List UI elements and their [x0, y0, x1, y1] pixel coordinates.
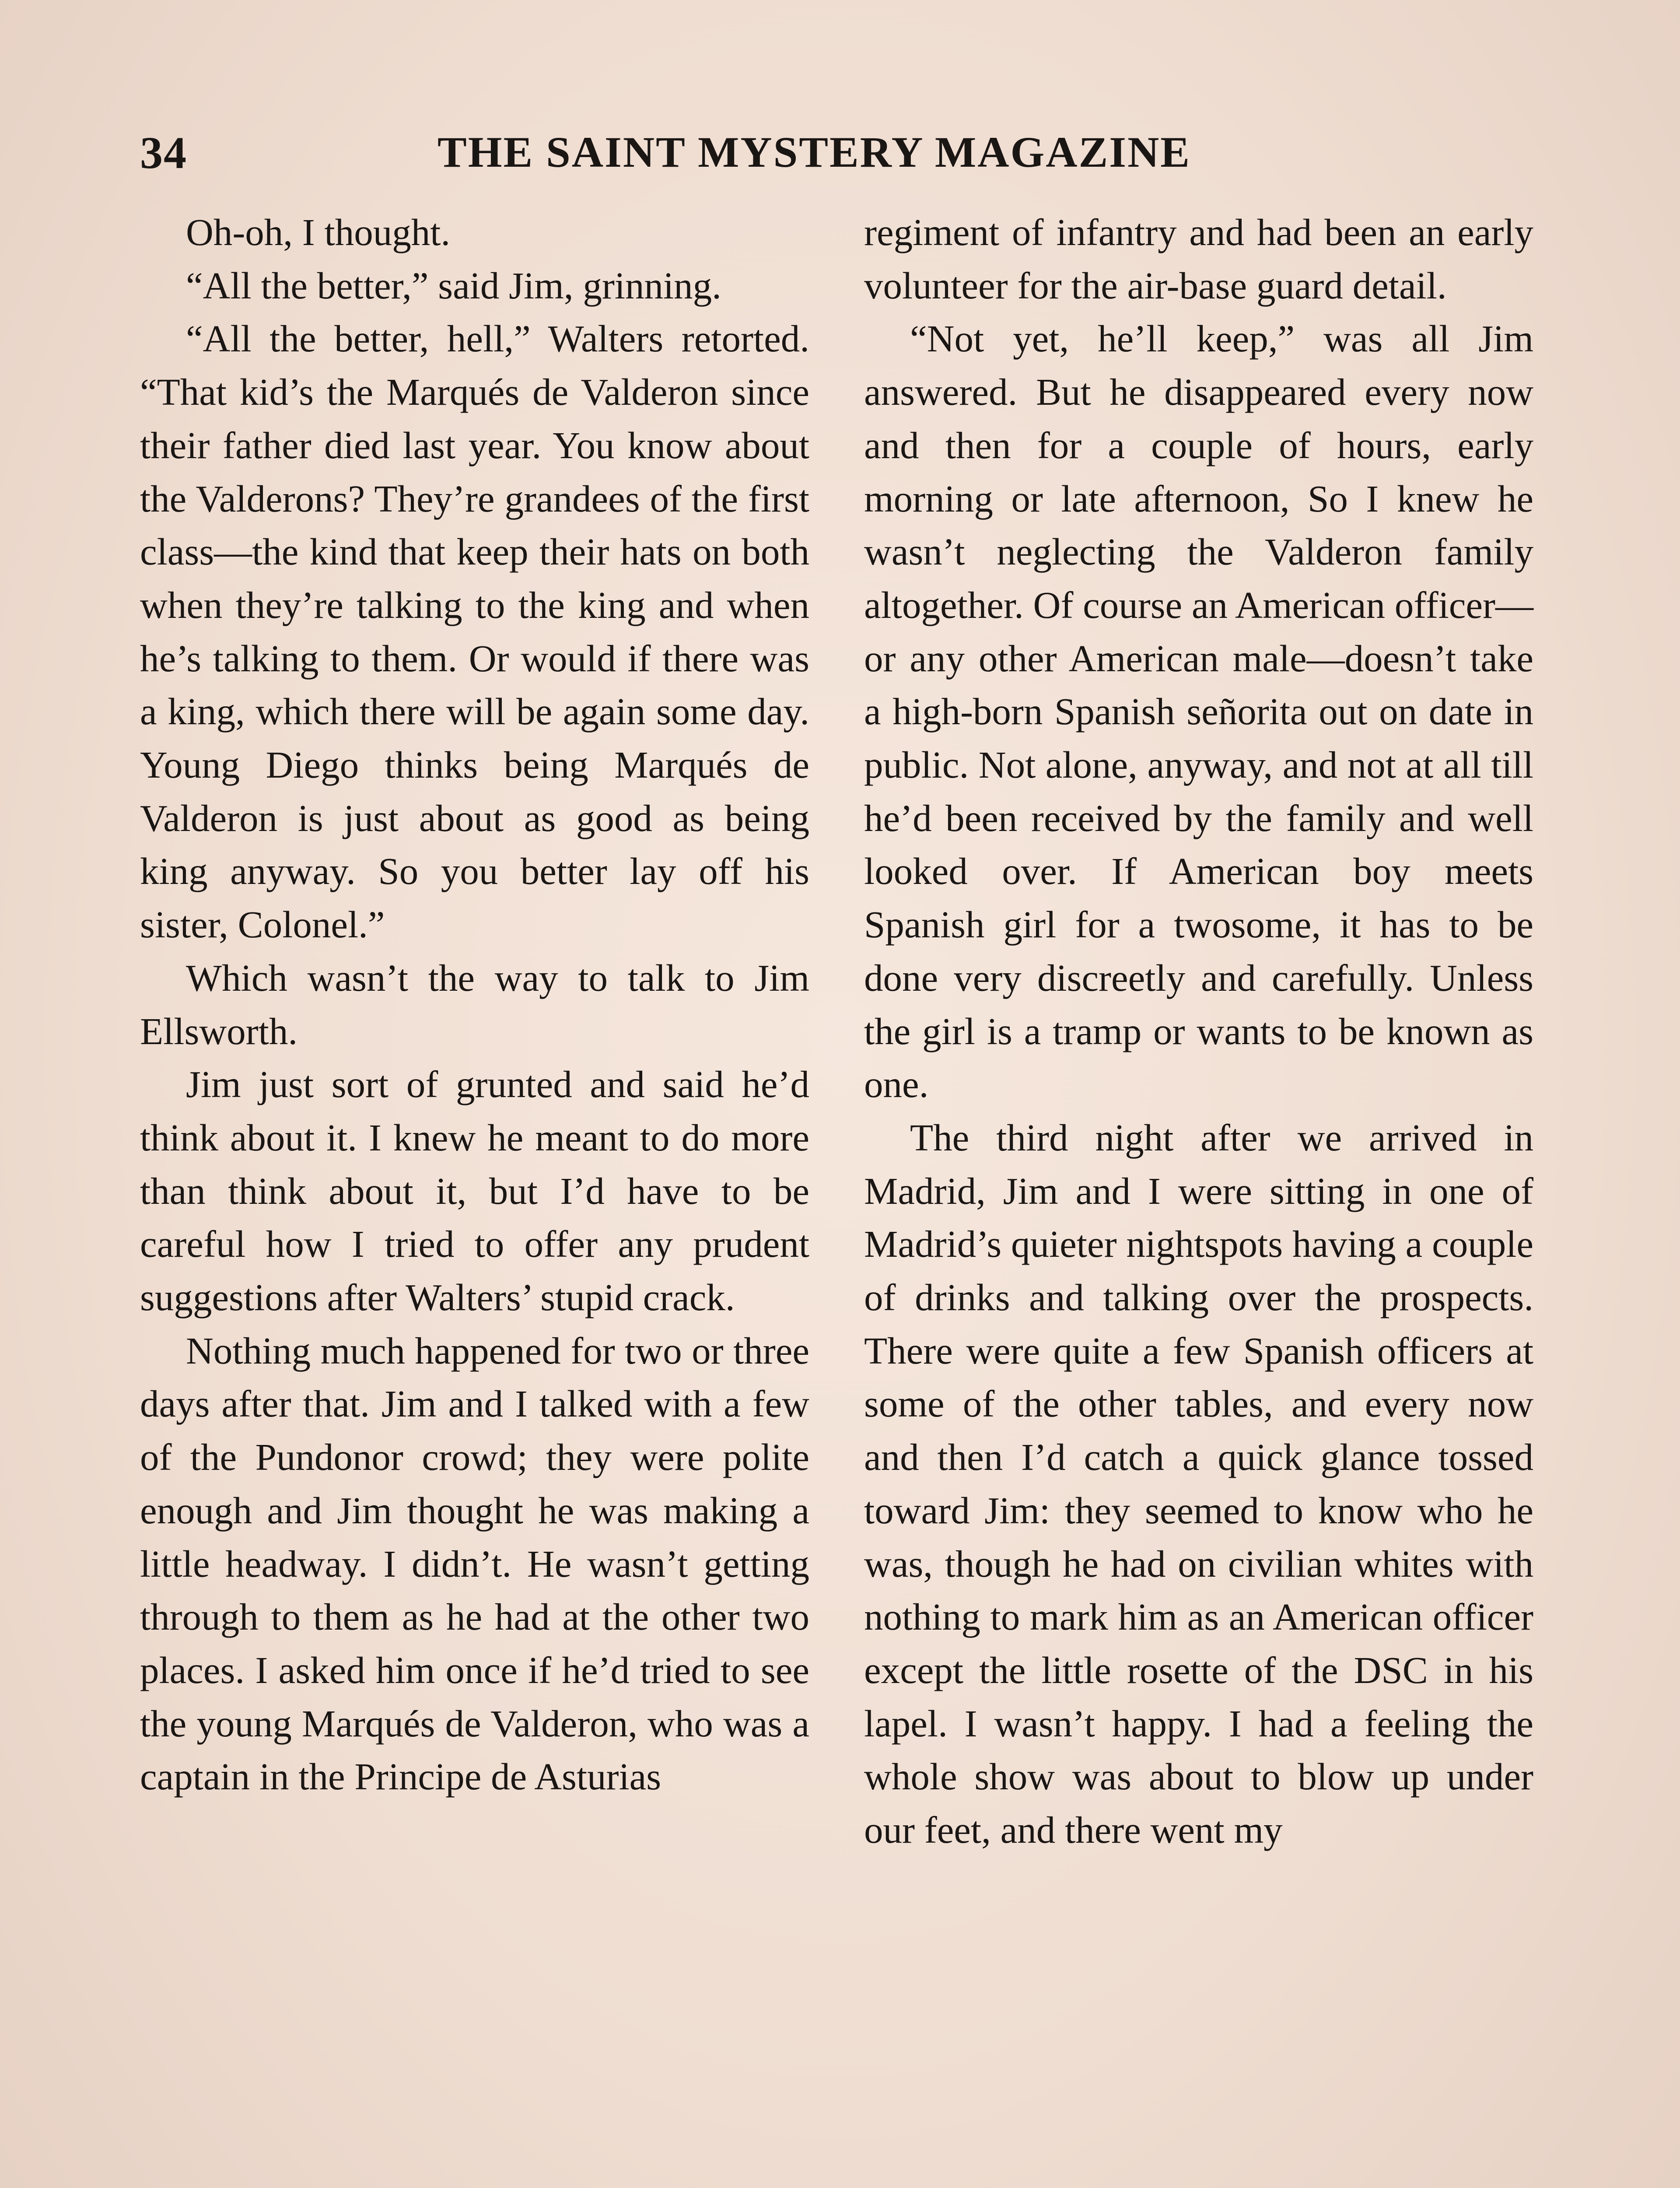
- paragraph: “All the better, hell,” Walters retorted. “That kid’s the Marqués de Valderon since their father died last year. You know about the Valderons? They’re grandees of the first class—the kind that keep their hats on both when they’re talking to the king and when he’s talking to them. Or would if there was a king, which there will be again some day. Young Diego thinks being Marqués de Valderon is just about as good as being king anyway. So you better lay off his sister, Colonel.”: [140, 317, 809, 946]
- paragraph: Which wasn’t the way to talk to Jim Ellsworth.: [140, 956, 809, 1052]
- paragraph: Oh-oh, I thought.: [186, 211, 451, 253]
- left-column: [140, 206, 809, 1803]
- paragraph-continuation: regiment of infantry and had been an early volunteer for the air-base guard detail.: [864, 211, 1533, 307]
- paragraph: Jim just sort of grunted and said he’d think about it. I knew he meant to do more than think about it, but I’d have to be careful how I tried to offer any prudent suggestions after Walters’ stupid crack.: [140, 1063, 809, 1319]
- paragraph: The third night after we arrived in Madrid, Jim and I were sitting in one of Madrid’s quieter nightspots having a couple of drinks and talking over the prospects. There were quite a few Spanish officers at some of the other tables, and every now and then I’d catch a quick glance tossed toward Jim: they seemed to know who he was, though he had on civilian whites with nothing to mark him as an American officer except the little rosette of the DSC in his lapel. I wasn’t happy. I had a feeling the whole show was about to blow up under our feet, and there went my: [864, 1116, 1533, 1851]
- page-header: [140, 127, 1242, 188]
- running-title: THE SAINT MYSTERY MAGAZINE: [438, 128, 1191, 176]
- paragraph: Nothing much happened for two or three days after that. Jim and I talked with a few of the Pundonor crowd; they were polite enough and Jim thought he was making a little headway. I didn’t. He wasn’t getting through to them as he had at the other two places. I asked him once if he’d tried to see the young Marqués de Valderon, who was a captain in the Principe de Asturias: [140, 1329, 809, 1798]
- paragraph: “All the better,” said Jim, grinning.: [186, 264, 721, 307]
- right-column: [864, 206, 1533, 1857]
- page-number: 34: [140, 128, 187, 178]
- paragraph: “Not yet, he’ll keep,” was all Jim answered. But he disappeared every now and then for a couple of hours, early morning or late afternoon, So I knew he wasn’t neglecting the Valderon family altogether. Of course an American officer—or any other American male—doesn’t take a high-born Spanish señorita out on date in public. Not alone, anyway, and not at all till he’d been received by the family and well looked over. If American boy meets Spanish girl for a twosome, it has to be done very discreetly and carefully. Unless the girl is a tramp or wants to be known as one.: [864, 317, 1533, 1106]
